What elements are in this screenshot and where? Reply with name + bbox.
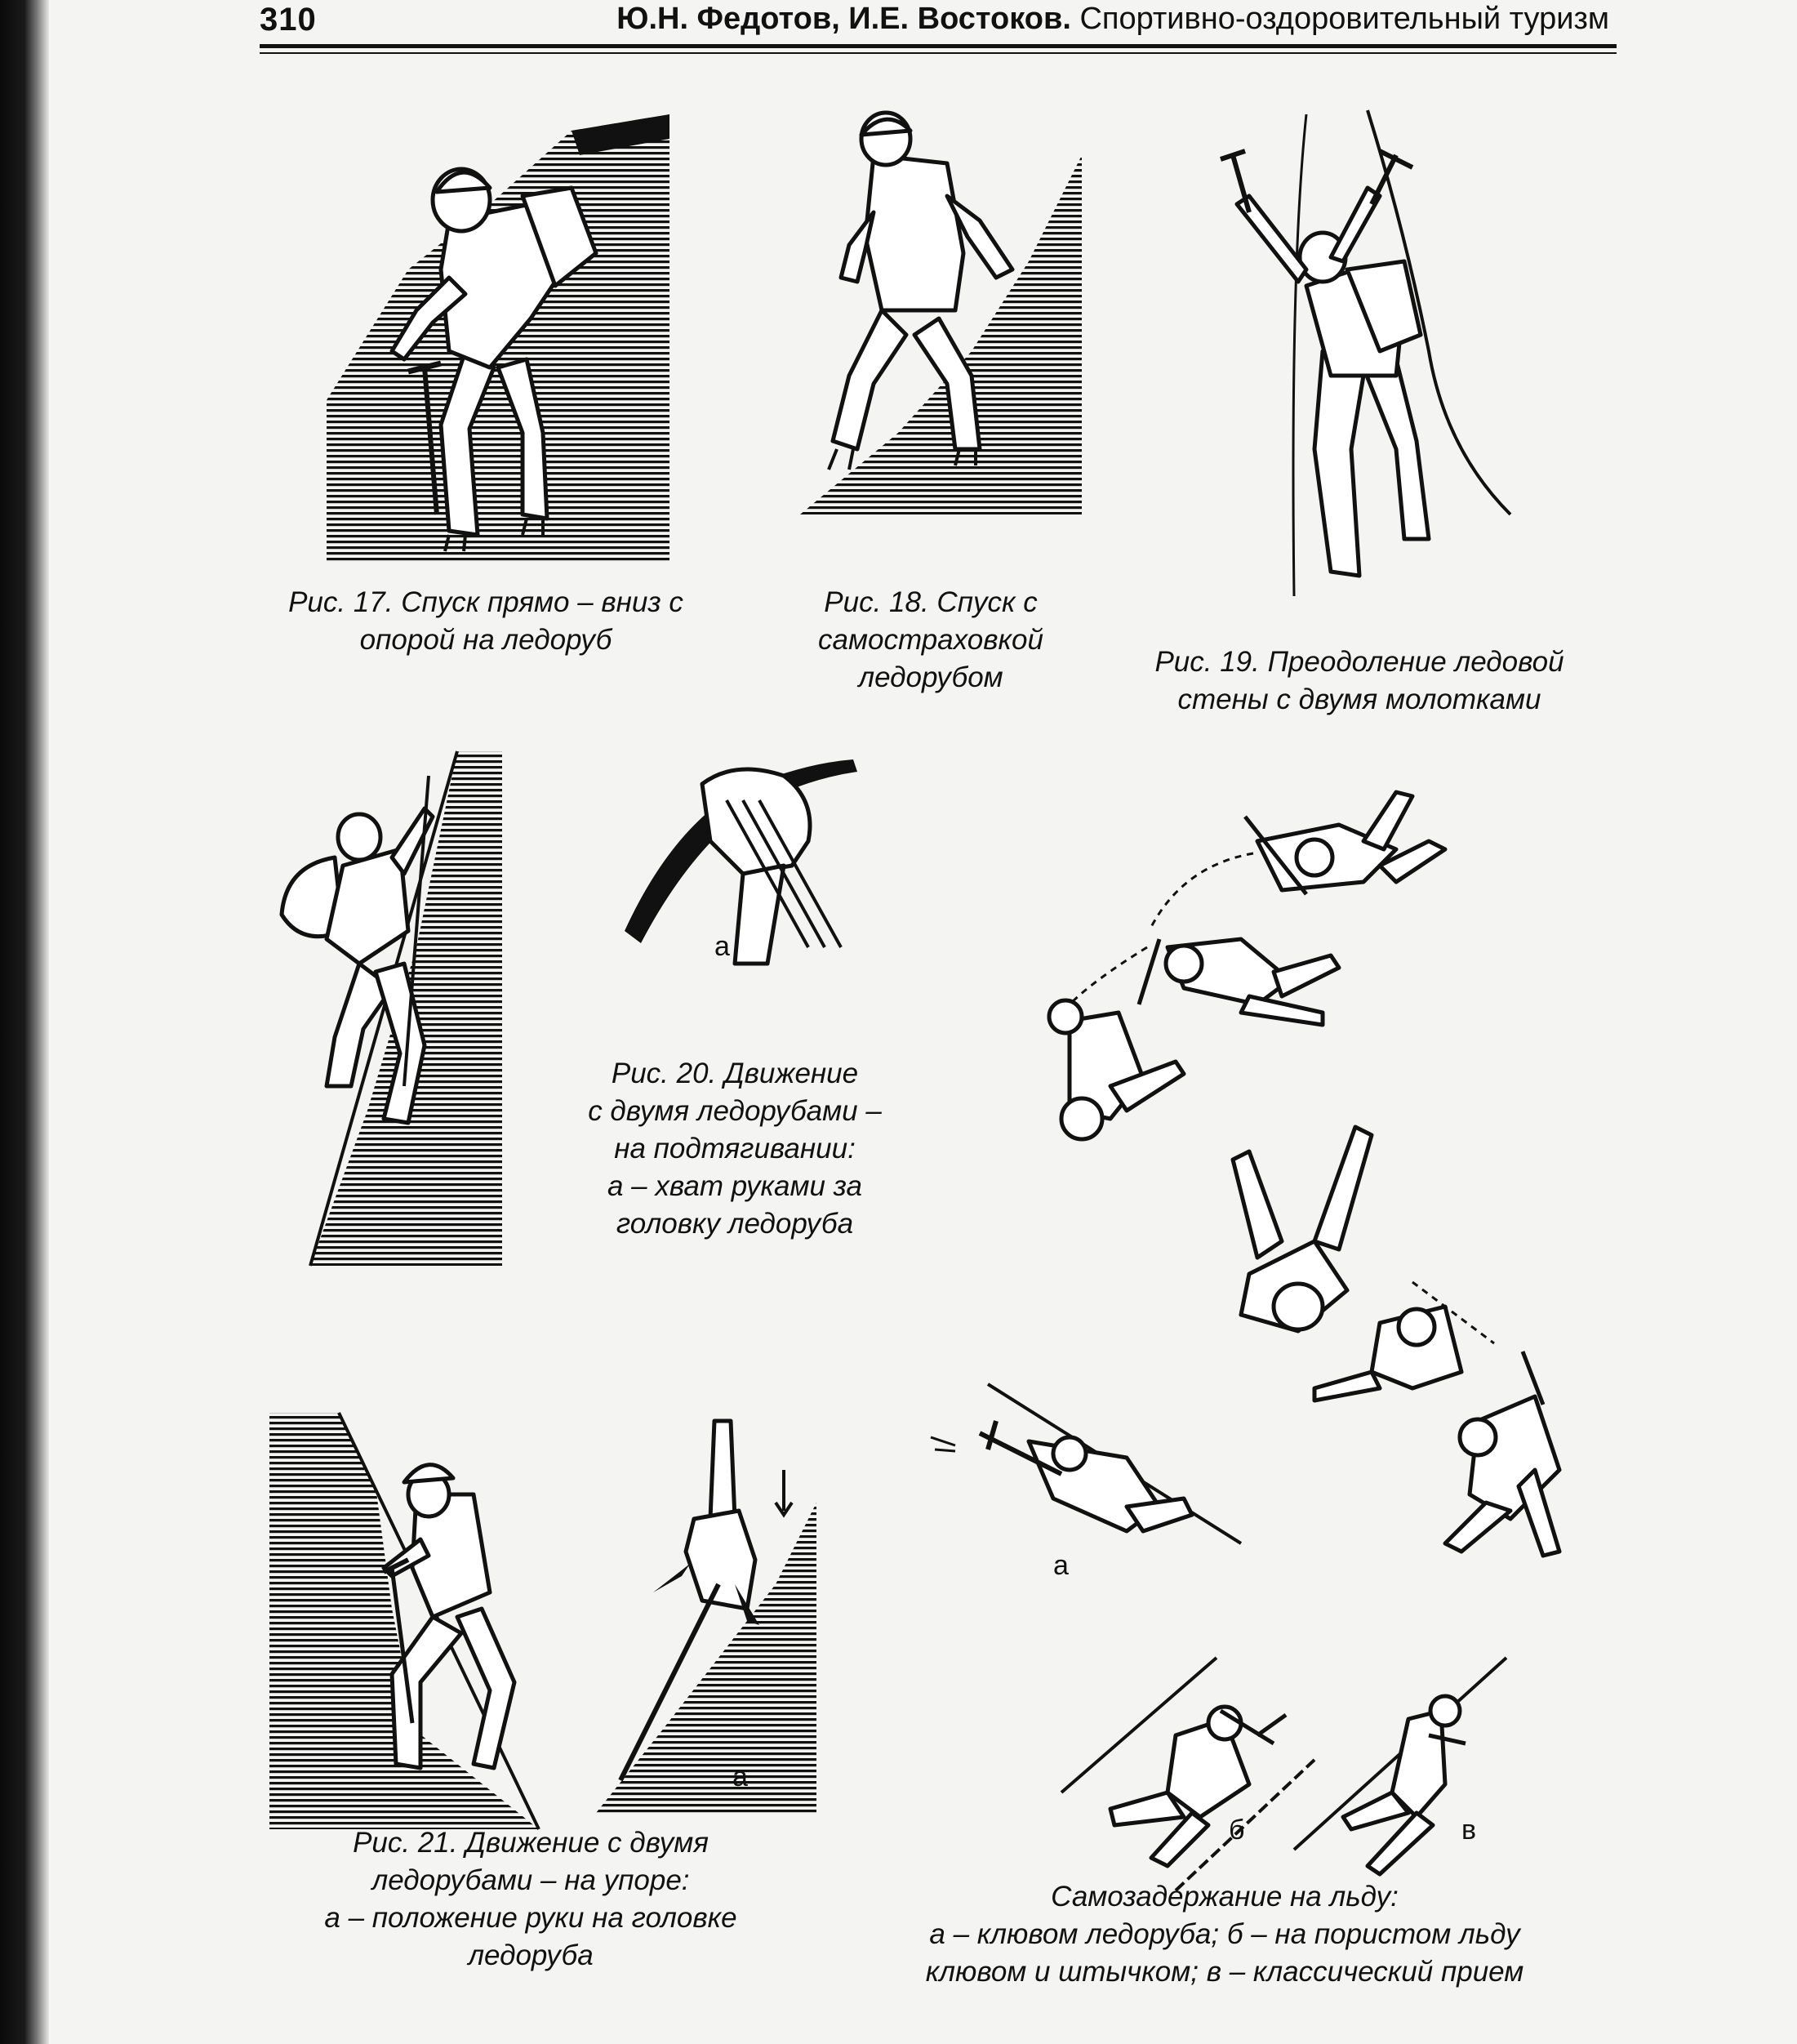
self-arrest-b-illustration — [1061, 1654, 1331, 1899]
caption-line: опорой на ледоруб — [359, 624, 612, 656]
caption-line: а – клювом ледоруба; б – на пористом льду — [929, 1918, 1520, 1950]
caption-line: Самозадержание на льду: — [1051, 1881, 1399, 1913]
caption-line: Рис. 20. Движение — [611, 1058, 859, 1089]
scan-binding-edge — [0, 0, 49, 2044]
caption-line: Рис. 19. Преодоление ледовой — [1154, 646, 1564, 678]
caption-line: Рис. 21. Движение с двумя — [353, 1827, 709, 1859]
running-head-title: Спортивно-оздоровительный туризм — [1079, 2, 1609, 36]
running-head — [616, 2, 1609, 37]
figure-20-inset-hand — [620, 751, 865, 964]
figure-19-illustration — [1159, 106, 1527, 637]
caption-line: ледоруба — [468, 1939, 594, 1971]
self-arrest-a-illustration — [931, 1384, 1249, 1572]
caption-line: стены с двумя молотками — [1177, 684, 1541, 715]
figure-20-illustration — [269, 743, 514, 1274]
header-rule — [260, 44, 1617, 48]
self-arrest-v-illustration — [1294, 1654, 1506, 1899]
caption-line: на подтягивании: — [614, 1133, 856, 1165]
caption-line: самостраховкой — [818, 624, 1043, 656]
figure-20-caption — [555, 1055, 914, 1243]
header-rule-thin — [260, 52, 1617, 54]
caption-line: Рис. 17. Спуск прямо – вниз с — [288, 586, 683, 618]
figure-18-illustration — [784, 106, 1094, 514]
figure-18-caption — [792, 584, 1070, 697]
self-arrest-b-label: б — [1229, 1815, 1245, 1846]
caption-line: Рис. 18. Спуск с — [824, 586, 1038, 618]
figure-21-caption — [286, 1824, 776, 1975]
page-number: 310 — [260, 2, 317, 38]
figure-20-inset-label: а — [714, 931, 730, 962]
figure-17-illustration — [327, 106, 678, 572]
figure-17-caption — [257, 584, 714, 659]
figure-21-illustration — [269, 1405, 547, 1829]
caption-line: клювом и штычком; в – классический прием — [925, 1956, 1524, 1988]
self-arrest-a-label: а — [1053, 1550, 1069, 1581]
self-arrest-v-label: в — [1461, 1815, 1477, 1846]
caption-line: головку ледоруба — [616, 1208, 854, 1240]
self-arrest-caption — [882, 1878, 1568, 1991]
running-head-authors: Ю.Н. Федотов, И.Е. Востоков. — [616, 2, 1071, 36]
caption-line: с двумя ледорубами – — [588, 1095, 882, 1127]
figure-21-inset-hand — [596, 1421, 825, 1813]
figure-21-inset-label: а — [732, 1761, 748, 1792]
caption-line: ледорубами – на упоре: — [371, 1864, 690, 1896]
figure-19-caption — [1131, 643, 1588, 719]
caption-line: ледорубом — [858, 661, 1003, 693]
caption-line: а – положение руки на головке — [324, 1902, 737, 1934]
caption-line: а – хват руками за — [607, 1170, 863, 1202]
